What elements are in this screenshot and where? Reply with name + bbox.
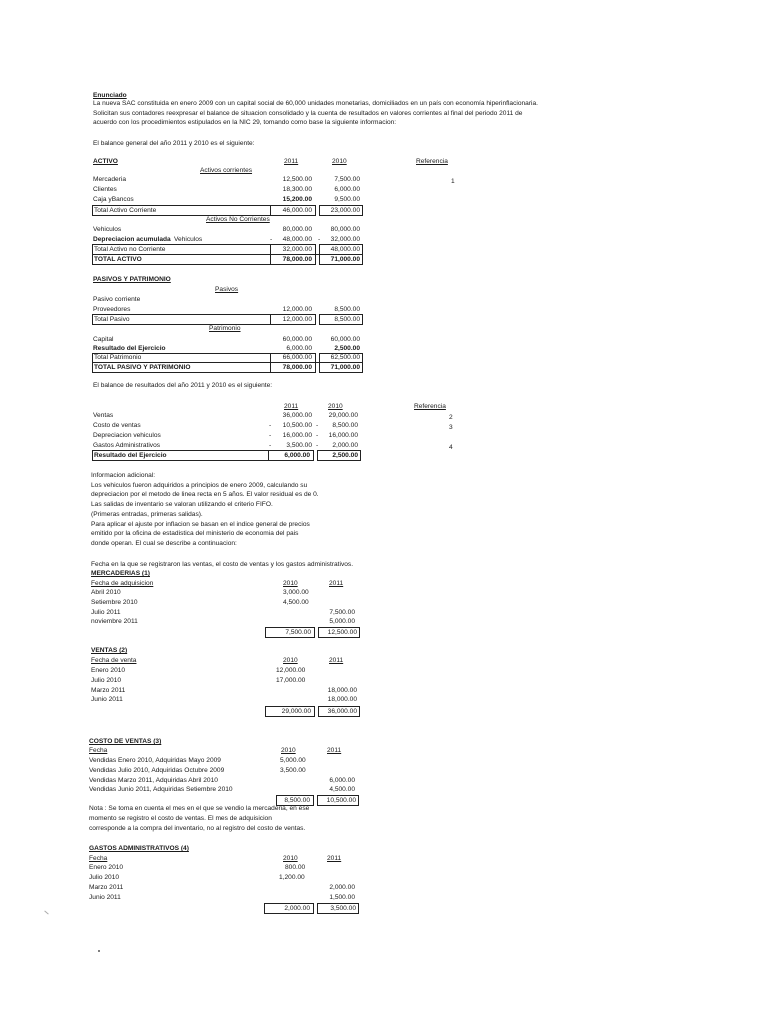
nota-line: corresponde a la compra del inventario, no al registro del costo de ventas. bbox=[89, 825, 306, 832]
total-pasivo-2011: 12,000.00 bbox=[282, 316, 312, 323]
info-line: emitido por la oficina de estadistica del ministerio de economia del pais bbox=[91, 530, 299, 537]
total-anc-label: Total Activo no Corriente bbox=[94, 246, 166, 253]
merc-row-2010: 4,500.00 bbox=[283, 599, 309, 606]
pasivo-corriente-label: Pasivo corriente bbox=[93, 296, 141, 303]
proveedores-label: Proveedores bbox=[93, 306, 131, 313]
costo-row-2010: 3,500.00 bbox=[280, 767, 306, 774]
fecha-line: Fecha en la que se registraron las ventas, el costo de ventas y los gastos administrativos. bbox=[91, 561, 354, 568]
ventas-sub: Fecha de venta bbox=[91, 657, 137, 664]
res-row-sign: - bbox=[316, 422, 319, 429]
gastos-row-label: Marzo 2011 bbox=[89, 884, 124, 891]
col-2010: 2010 bbox=[283, 580, 298, 587]
res-row-2011: 3,500.00 bbox=[286, 442, 312, 449]
gastos-row-label: Julio 2010 bbox=[89, 874, 120, 881]
col-2010: 2010 bbox=[283, 855, 298, 862]
total-ac-2010: 23,000.00 bbox=[330, 207, 360, 214]
depreciacion-label-b: Vehiculos bbox=[174, 236, 203, 243]
costo-sub: Fecha bbox=[89, 747, 108, 754]
capital-2011: 60,000.00 bbox=[282, 336, 312, 343]
gastos-total-2010: 2,000.00 bbox=[284, 905, 310, 912]
info-line: donde operan. El cual se describe a continuacion: bbox=[91, 540, 237, 547]
total-pp-2010: 71,000.00 bbox=[330, 364, 360, 371]
intro-line: La nueva SAC constituida en enero 2009 con un capital social de 60,000 unidades monetarias, domiciliados en un país con economía hiperinflacionaria. bbox=[93, 100, 539, 107]
costo-row-label: Vendidas Julio 2010, Adquiridas Octubre 2009 bbox=[89, 767, 225, 774]
info-line: Los vehiculos fueron adquiridos a principios de enero 2009, calculando su bbox=[91, 482, 308, 489]
res-row-2010: 8,500.00 bbox=[332, 422, 358, 429]
total-pasivo-label: Total Pasivo bbox=[94, 316, 130, 323]
row-value-2010: 7,500.00 bbox=[334, 176, 360, 183]
info-line: Las salidas de inventario se valoran utilizando el criterio FIFO. bbox=[91, 501, 273, 508]
res-row-ref: 2 bbox=[449, 414, 453, 421]
merc-row-2010: 3,000.00 bbox=[283, 589, 309, 596]
costo-total-2011: 10,500.00 bbox=[326, 797, 356, 804]
scan-speck bbox=[44, 911, 48, 915]
col-2011: 2011 bbox=[327, 747, 342, 754]
ventas-title: VENTAS (2) bbox=[91, 647, 128, 654]
ref-header: Referencia bbox=[414, 403, 446, 410]
mercaderias-title: MERCADERIAS (1) bbox=[91, 570, 150, 577]
costo-title: COSTO DE VENTAS (3) bbox=[89, 738, 162, 745]
ventas-row-label: Marzo 2011 bbox=[91, 687, 126, 694]
resultado-label: Resultado del Ejercicio bbox=[93, 345, 166, 352]
col-2011: 2011 bbox=[284, 158, 299, 165]
mercaderias-sub: Fecha de adquisicion bbox=[91, 580, 154, 587]
res-row-2011: 16,000.00 bbox=[282, 432, 312, 439]
row-value-2011: 15,200.00 bbox=[282, 196, 312, 203]
depreciacion-sign2: - bbox=[318, 236, 321, 243]
res-total-2011: 6,000.00 bbox=[284, 452, 310, 459]
res-total-2010: 2,500.00 bbox=[332, 452, 358, 459]
merc-row-2011: 7,500.00 bbox=[329, 609, 355, 616]
res-row-ref: 3 bbox=[449, 424, 453, 431]
res-row-label: Gastos Administrativos bbox=[93, 442, 161, 449]
row-value-2010: 6,000.00 bbox=[334, 186, 360, 193]
pasivos-patrimonio-title: PASIVOS Y PATRIMONIO bbox=[93, 276, 171, 283]
res-total-label: Resultado del Ejercicio bbox=[94, 452, 167, 459]
depreciacion-label: Depreciacion acumulada bbox=[93, 236, 171, 243]
ventas-row-2011: 18,000.00 bbox=[327, 687, 357, 694]
capital-2010: 60,000.00 bbox=[330, 336, 360, 343]
gastos-row-2010: 800.00 bbox=[285, 864, 306, 871]
ventas-total-2010: 29,000.00 bbox=[281, 708, 311, 715]
merc-row-label: noviembre 2011 bbox=[91, 618, 138, 625]
row-value-2010: 9,500.00 bbox=[334, 196, 360, 203]
resultado-2011: 6,000.00 bbox=[286, 345, 312, 352]
res-row-2010: 16,000.00 bbox=[328, 432, 358, 439]
ventas-total-2011: 36,000.00 bbox=[327, 708, 357, 715]
total-ac-label: Total Activo Corriente bbox=[94, 207, 157, 214]
gastos-row-label: Junio 2011 bbox=[89, 894, 121, 901]
divider bbox=[92, 362, 363, 363]
merc-row-label: Abril 2010 bbox=[91, 589, 121, 596]
row-label: Clientes bbox=[93, 186, 117, 193]
col-2010: 2010 bbox=[281, 747, 296, 754]
costo-row-label: Vendidas Junio 2011, Adquiridas Setiembre 2010 bbox=[89, 786, 233, 793]
pasivos-label: Pasivos bbox=[215, 286, 239, 293]
costo-row-2010: 5,000.00 bbox=[280, 757, 306, 764]
col-2010: 2010 bbox=[283, 657, 298, 664]
row-label: Caja yBancos bbox=[93, 196, 134, 203]
ventas-row-label: Julio 2010 bbox=[91, 677, 122, 684]
proveedores-2010: 8,500.00 bbox=[334, 306, 360, 313]
ventas-row-2010: 12,000.00 bbox=[276, 667, 306, 674]
row-label: Mercaderia bbox=[93, 176, 126, 183]
divider bbox=[92, 254, 363, 255]
vehiculos-2011: 80,000.00 bbox=[282, 226, 312, 233]
heading-enunciado: Enunciado bbox=[93, 92, 127, 99]
gastos-title: GASTOS ADMINISTRATIVOS (4) bbox=[89, 845, 189, 852]
gastos-row-2011: 2,000.00 bbox=[329, 884, 355, 891]
capital-label: Capital bbox=[93, 336, 114, 343]
costo-row-2011: 6,000.00 bbox=[329, 777, 355, 784]
depreciacion-2011: 48,000.00 bbox=[282, 236, 312, 243]
balance-intro: El balance general del año 2011 y 2010 es el siguiente: bbox=[93, 140, 255, 147]
intro-line: acuerdo con los procedimientos estipulados en la NIC 29, tomando como base la siguiente informacion: bbox=[93, 119, 397, 126]
total-ac-2011: 46,000.00 bbox=[282, 207, 312, 214]
row-value-2011: 18,300.00 bbox=[282, 186, 312, 193]
resultado-2010: 2,500.00 bbox=[334, 345, 360, 352]
row-value-2011: 12,500.00 bbox=[282, 176, 312, 183]
total-activo-2011: 78,000.00 bbox=[282, 256, 312, 263]
info-line: (Primeras entradas, primeras salidas). bbox=[91, 511, 203, 518]
costo-row-label: Vendidas Marzo 2011, Adquiridas Abril 2010 bbox=[89, 777, 218, 784]
nota-line: momento se registro el costo de ventas. El mes de adquisicion bbox=[89, 815, 272, 822]
res-row-ref: 4 bbox=[449, 444, 453, 451]
total-patrimonio-2011: 66,000.00 bbox=[282, 354, 312, 361]
res-row-label: Depreciacion vehiculos bbox=[93, 432, 161, 439]
total-patrimonio-2010: 62,500.00 bbox=[330, 354, 360, 361]
costo-total-2010: 8,500.00 bbox=[284, 797, 310, 804]
nota-line: Nota : Se toma en cuenta el mes en el que se vendio la mercaderia, en ese bbox=[89, 805, 310, 812]
depreciacion-2010: 32,000.00 bbox=[330, 236, 360, 243]
gastos-row-2011: 1,500.00 bbox=[329, 894, 355, 901]
res-row-2010: 2,000.00 bbox=[332, 442, 358, 449]
res-row-sign: - bbox=[316, 442, 319, 449]
info-line: Para aplicar el ajuste por inflacion se basan en el indice general de precios bbox=[91, 521, 310, 528]
proveedores-2011: 12,000.00 bbox=[282, 306, 312, 313]
intro-line: Solicitan sus contadores reexpresar el balance de situacion consolidado y la cuenta de resultados en valores corrientes al final del periodo 2011 de bbox=[93, 110, 523, 117]
resultados-intro: El balance de resultados del año 2011 y 2010 es el siguiente: bbox=[93, 382, 273, 389]
total-patrimonio-label: Total Patrimonio bbox=[94, 354, 142, 361]
gastos-row-2010: 1,200.00 bbox=[279, 874, 305, 881]
col-2010: 2010 bbox=[328, 403, 343, 410]
res-row-sign: - bbox=[269, 442, 272, 449]
total-anc-2010: 48,000.00 bbox=[330, 246, 360, 253]
res-row-sign: - bbox=[316, 432, 319, 439]
merc-row-label: Julio 2011 bbox=[91, 609, 121, 616]
costo-row-label: Vendidas Enero 2010, Adquiridas Mayo 2009 bbox=[89, 757, 221, 764]
row-ref: 1 bbox=[451, 178, 455, 185]
ventas-row-2011: 18,000.00 bbox=[327, 696, 357, 703]
total-activo-label: TOTAL ACTIVO bbox=[94, 256, 142, 263]
gastos-total-2011: 3,500.00 bbox=[330, 905, 356, 912]
res-row-2011: 36,000.00 bbox=[282, 412, 312, 419]
res-row-2011: 10,500.00 bbox=[282, 422, 312, 429]
col-2011: 2011 bbox=[329, 657, 344, 664]
scan-speck bbox=[98, 950, 100, 952]
col-2011: 2011 bbox=[327, 855, 342, 862]
merc-total-2010: 7,500.00 bbox=[285, 629, 311, 636]
patrimonio-label: Patrimonio bbox=[209, 325, 241, 332]
ventas-row-label: Enero 2010 bbox=[91, 667, 126, 674]
vehiculos-label: Vehiculos bbox=[93, 226, 122, 233]
col-2011: 2011 bbox=[284, 403, 299, 410]
res-row-label: Costo de ventas bbox=[93, 422, 141, 429]
total-activo-2010: 71,000.00 bbox=[330, 256, 360, 263]
res-row-sign: - bbox=[269, 422, 272, 429]
total-pp-label: TOTAL PASIVO Y PATRIMONIO bbox=[94, 364, 191, 371]
ventas-row-2010: 17,000.00 bbox=[276, 677, 306, 684]
info-line: depreciacion por el metodo de linea recta en 5 años. El valor residual es de 0. bbox=[91, 491, 319, 498]
depreciacion-sign: - bbox=[270, 236, 273, 243]
activos-corrientes-label: Activos corrientes bbox=[200, 167, 253, 174]
ref-header: Referencia bbox=[416, 158, 448, 165]
ventas-row-label: Junio 2011 bbox=[91, 696, 123, 703]
col-2011: 2011 bbox=[329, 580, 344, 587]
res-row-sign: - bbox=[269, 432, 272, 439]
info-line: Informacion adicional: bbox=[91, 472, 156, 479]
merc-row-2011: 5,000.00 bbox=[329, 618, 355, 625]
activo-title: ACTIVO bbox=[93, 158, 118, 165]
merc-row-label: Setiembre 2010 bbox=[91, 599, 138, 606]
res-row-label: Ventas bbox=[93, 412, 114, 419]
activos-no-corrientes-label: Activos No Corrientes bbox=[206, 216, 270, 223]
total-pasivo-2010: 8,500.00 bbox=[334, 316, 360, 323]
total-pp-2011: 78,000.00 bbox=[282, 364, 312, 371]
gastos-sub: Fecha bbox=[89, 855, 108, 862]
col-2010: 2010 bbox=[332, 158, 347, 165]
merc-total-2011: 12,500.00 bbox=[327, 629, 357, 636]
total-anc-2011: 32,000.00 bbox=[282, 246, 312, 253]
costo-row-2011: 4,500.00 bbox=[329, 786, 355, 793]
res-row-2010: 29,000.00 bbox=[328, 412, 358, 419]
gastos-row-label: Enero 2010 bbox=[89, 864, 124, 871]
vehiculos-2010: 80,000.00 bbox=[330, 226, 360, 233]
